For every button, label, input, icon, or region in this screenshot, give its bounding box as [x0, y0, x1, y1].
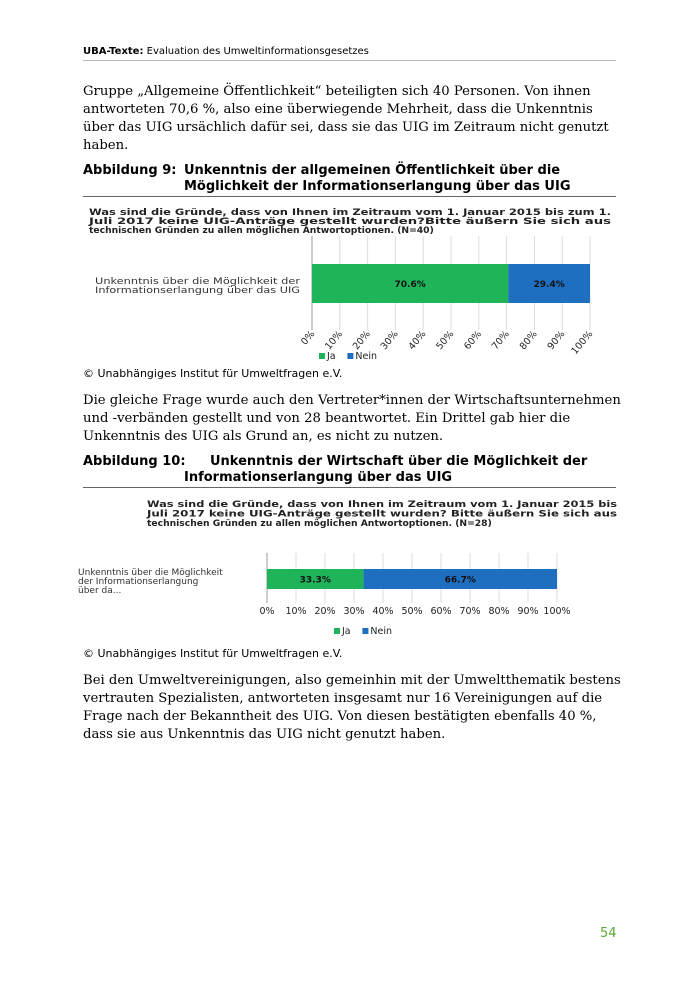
figure-10-caption [83, 454, 616, 486]
chart-title-line: technischen Gründen zu allen möglichen Antwortoptionen. (N=40) [89, 225, 434, 236]
tick-label: 30% [343, 606, 365, 617]
tick-label: 50% [434, 328, 457, 353]
tick-label: 40% [406, 328, 429, 353]
tick-label: 80% [517, 328, 540, 353]
tick-label: 0% [259, 606, 275, 617]
tick-label: 90% [545, 328, 568, 353]
figure-9-title: Unkenntnis der allgemeinen Öffentlichkeit über die Möglichkeit der Informationserlangung über das UIG [184, 163, 571, 194]
header-series: UBA-Texte: [83, 46, 144, 57]
figure-9-credit: © Unabhängiges Institut für Umweltfragen e.V. [83, 367, 343, 380]
figure-9-number: Abbildung 9: [83, 163, 177, 178]
legend-swatch-ja [319, 353, 325, 359]
figure-9-chart-svg [83, 200, 616, 362]
page-number: 54 [600, 926, 617, 941]
paragraph-2: Die gleiche Frage wurde auch den Vertreter*innen der Wirtschaftsunternehmen und -verbänden gestellt und von 28 beantwortet. Ein Drittel gab hier die Unkenntnis des UIG als Grund an, es nicht zu nutzen. [83, 393, 621, 444]
figure-10-number: Abbildung 10: [83, 454, 186, 469]
figure-10-rule [83, 487, 616, 488]
figure-9-chart [83, 200, 616, 362]
tick-label: 100% [569, 328, 596, 357]
chart-title-line: technischen Gründen zu allen möglichen Antwortoptionen. (N=28) [147, 518, 492, 529]
bar-data-label: 70.6% [394, 280, 426, 290]
figure-10-credit: © Unabhängiges Institut für Umweltfragen e.V. [83, 647, 343, 660]
legend-label: Ja [327, 351, 336, 362]
tick-label: 20% [314, 606, 336, 617]
figure-10-chart [78, 491, 618, 641]
tick-label: 30% [378, 328, 401, 353]
category-label: Unkenntnis über die Möglichkeit der [95, 277, 301, 287]
legend-swatch-nein [362, 628, 368, 634]
paragraph-3: Bei den Umweltvereinigungen, also gemeinhin mit der Umweltthematik bestens vertrauten Spezialisten, antworteten insgesamt nur 16 Vereinigungen auf die Frage nach der Bekanntheit des UIG. Von diesen bestätigten ebenfalls 40 %, dass sie aus Unkenntnis das UIG nicht genutzt haben. [83, 673, 621, 742]
tick-label: 70% [489, 328, 512, 353]
tick-label: 50% [401, 606, 423, 617]
chart-title-line: Juli 2017 keine UIG-Anträge gestellt wurden? Bitte äußern Sie sich aus [145, 508, 618, 520]
header-title: Evaluation des Umweltinformationsgesetzes [146, 46, 369, 57]
tick-label: 90% [517, 606, 539, 617]
tick-label: 40% [372, 606, 394, 617]
tick-label: 70% [459, 606, 481, 617]
tick-label: 20% [350, 328, 373, 353]
category-label: der Informationserlangung [78, 577, 199, 587]
chart-title-line: Was sind die Gründe, dass von Ihnen im Zeitraum vom 1. Januar 2015 bis zum 1. [89, 207, 611, 218]
paragraph-1: Gruppe „Allgemeine Öffentlichkeit“ beteiligten sich 40 Personen. Von ihnen antworteten 70,6 %, also eine überwiegende Mehrheit, dass die Unkenntnis über das UIG ursächlich dafür sei, dass sie das UIG im Zeitraum nicht genutzt haben. [83, 84, 609, 153]
chart-title-line: Was sind die Gründe, dass von Ihnen im Zeitraum vom 1. Januar 2015 bis [147, 499, 618, 510]
category-label: Unkenntnis über die Möglichkeit [78, 568, 223, 578]
tick-label: 80% [488, 606, 510, 617]
tick-label: 10% [323, 328, 346, 353]
tick-label: 60% [430, 606, 452, 617]
tick-label: 10% [285, 606, 307, 617]
tick-label: 0% [299, 328, 318, 348]
legend-swatch-nein [347, 353, 353, 359]
legend-swatch-ja [334, 628, 340, 634]
bar-data-label: 33.3% [299, 575, 331, 586]
legend-label: Nein [370, 626, 393, 637]
figure-9-caption [83, 163, 616, 195]
bar-data-label: 66.7% [444, 575, 476, 586]
legend-label: Ja [342, 626, 351, 637]
tick-label: 60% [462, 328, 485, 353]
legend-label: Nein [355, 351, 378, 362]
running-header [83, 46, 616, 57]
tick-label: 100% [543, 606, 571, 617]
category-label: Informationserlangung über das UIG [95, 286, 301, 296]
figure-10-chart-svg [78, 491, 618, 641]
chart-title-line: Juli 2017 keine UIG-Anträge gestellt wurden?Bitte äußern Sie sich aus [87, 216, 612, 227]
category-label: über da... [78, 586, 122, 596]
bar-data-label: 29.4% [533, 280, 565, 290]
figure-9-rule [83, 196, 616, 197]
header-rule [83, 60, 616, 61]
figure-10-title: Unkenntnis der Wirtschaft über die Möglichkeit der Informationserlangung über das UIG [184, 454, 588, 485]
